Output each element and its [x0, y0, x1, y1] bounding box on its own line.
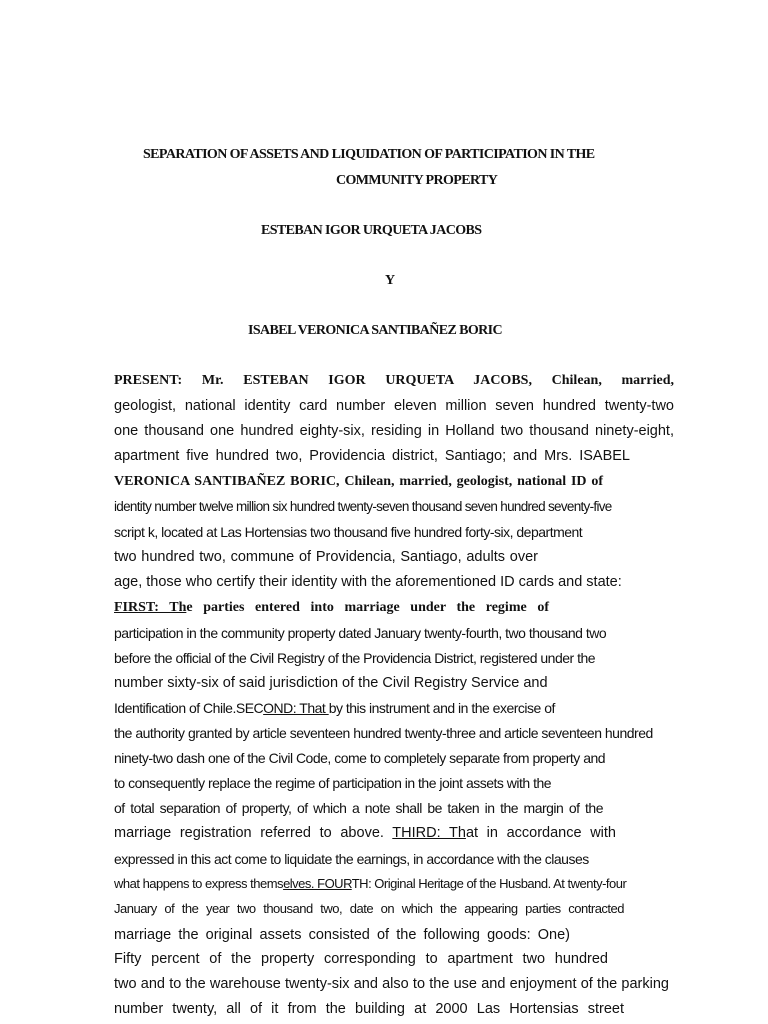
- body-line: to consequently replace the regime of participation in the joint assets with the: [114, 775, 552, 791]
- body-text: at in accordance with: [465, 825, 616, 841]
- body-line: expressed in this act come to liquidate the earnings, in accordance with the clauses: [114, 851, 589, 867]
- body-text: TH: Original Heritage of the Husband. At twenty-four: [351, 876, 627, 891]
- conjunction: Y: [385, 273, 395, 288]
- party-two-name: ISABEL VERONICA SANTIBAÑEZ BORIC: [248, 323, 503, 338]
- body-line: marriage the original assets consisted of the following goods: One): [114, 927, 570, 943]
- party-one-name: ESTEBAN IGOR URQUETA JACOBS: [261, 223, 482, 238]
- body-line: number sixty-six of said jurisdiction of the Civil Registry Service and: [114, 675, 548, 691]
- clause-first-label: FIRST: Th: [114, 600, 187, 615]
- body-text: what happens to express thems: [114, 876, 284, 891]
- body-line: before the official of the Civil Registry of the Providencia District, registered under the: [114, 650, 596, 666]
- body-line: ninety-two dash one of the Civil Code, come to completely separate from property and: [114, 750, 606, 766]
- body-text: Identification of Chile.SEC: [114, 700, 264, 716]
- body-text: marriage registration referred to above.: [114, 825, 393, 841]
- body-line: PRESENT: Mr. ESTEBAN IGOR URQUETA JACOBS, Chilean, married,: [114, 373, 674, 388]
- body-line: participation in the community property dated January twenty-fourth, two thousand two: [114, 625, 607, 641]
- body-line: [114, 601, 549, 615]
- body-line: two and to the warehouse twenty-six and also to the use and enjoyment of the parking: [114, 976, 669, 992]
- body-line: [114, 826, 616, 841]
- body-line: script k, located at Las Hortensias two thousand five hundred forty-six, department: [114, 524, 583, 540]
- body-line: the authority granted by article seventeen hundred twenty-three and article seventeen hundred: [114, 725, 653, 741]
- body-line: one thousand one hundred eighty-six, residing in Holland two thousand ninety-eight,: [114, 423, 674, 439]
- body-line: two hundred two, commune of Providencia, Santiago, adults over: [114, 549, 538, 565]
- body-text: by this instrument and in the exercise of: [328, 700, 555, 716]
- body-line: [114, 701, 674, 715]
- body-line: [114, 877, 674, 890]
- body-line: geologist, national identity card number eleven million seven hundred twenty-two: [114, 398, 674, 414]
- body-line: January of the year two thousand two, date on which the appearing parties contracted: [114, 901, 624, 916]
- document-title-line1: SEPARATION OF ASSETS AND LIQUIDATION OF PARTICIPATION IN THE: [143, 147, 595, 162]
- body-line: Fifty percent of the property corresponding to apartment two hundred: [114, 951, 608, 967]
- body-line: VERONICA SANTIBAÑEZ BORIC, Chilean, married, geologist, national ID of: [114, 474, 603, 489]
- body-line: apartment five hundred two, Providencia district, Santiago; and Mrs. ISABEL: [114, 448, 630, 464]
- body-text: e parties entered into marriage under the regime of: [186, 600, 549, 615]
- body-line: of total separation of property, of which a note shall be taken in the margin of the: [114, 800, 603, 816]
- body-line: age, those who certify their identity with the aforementioned ID cards and state:: [114, 574, 622, 590]
- document-title-line2: COMMUNITY PROPERTY: [336, 173, 498, 188]
- body-line: number twenty, all of it from the building at 2000 Las Hortensias street: [114, 1001, 624, 1017]
- body-line: identity number twelve million six hundred twenty-seven thousand seven hundred seventy-five: [114, 499, 612, 514]
- clause-second-label: OND: That: [263, 700, 329, 716]
- clause-fourth-label: elves. FOUR: [283, 876, 352, 891]
- clause-third-label: THIRD: Th: [392, 825, 466, 841]
